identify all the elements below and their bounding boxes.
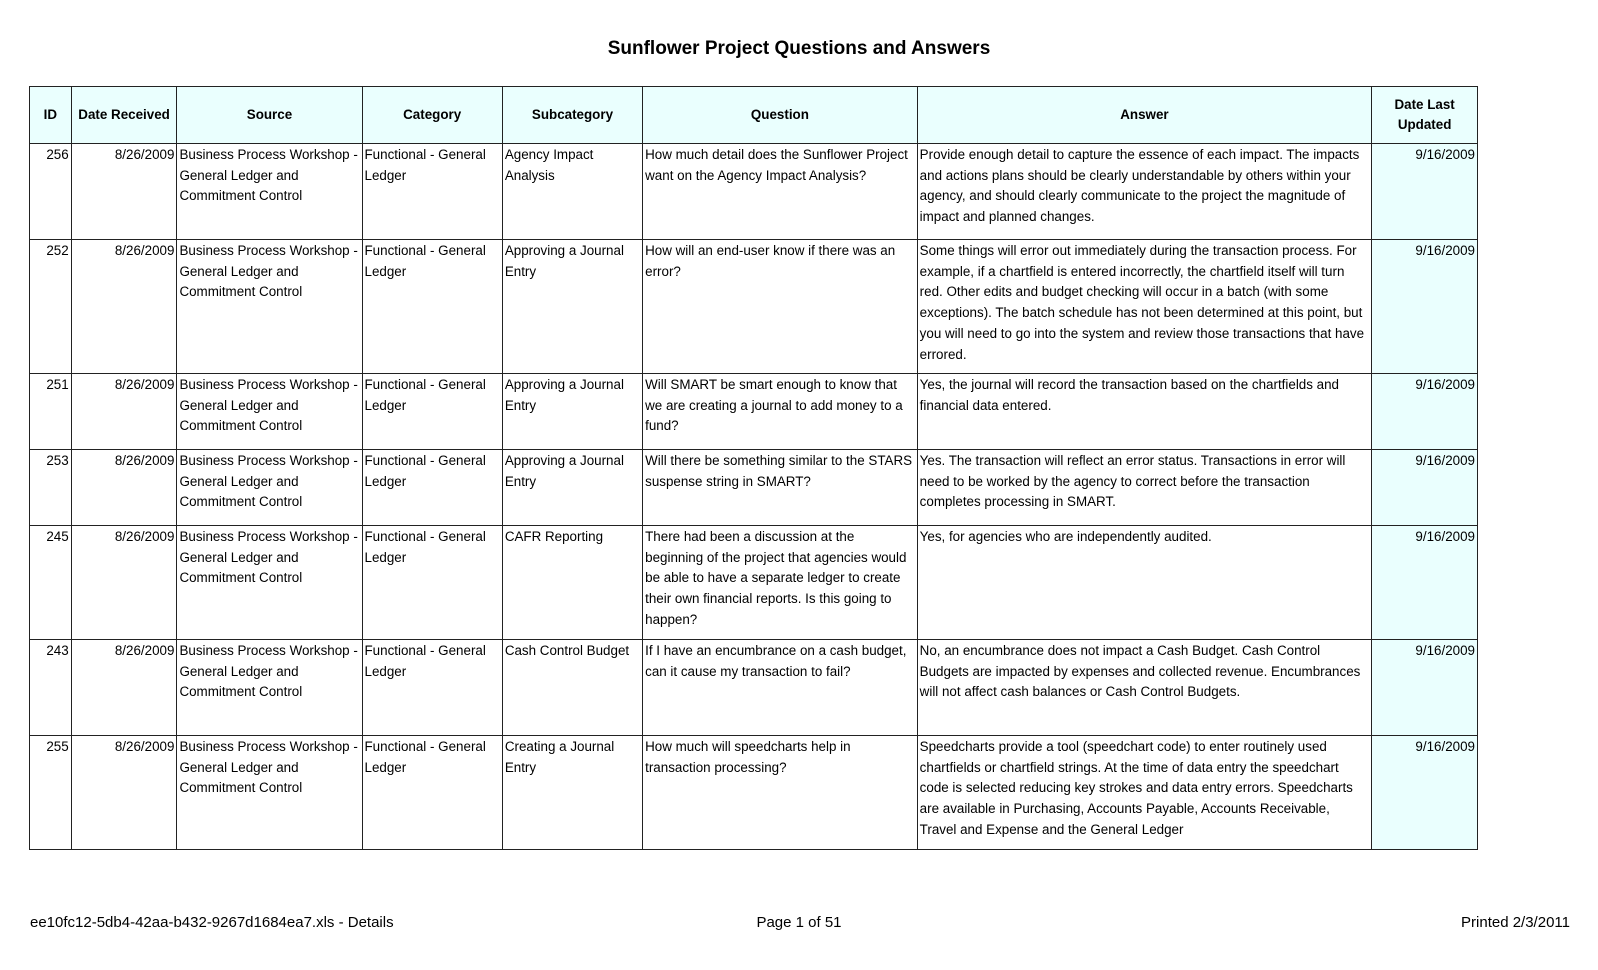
cell-answer: Provide enough detail to capture the essence of each impact. The impacts and actions plans should be clearly understandable by others within your agency, and should clearly communicate to the project the magnitude of impact and planned changes.: [917, 144, 1372, 240]
cell-source: Business Process Workshop - General Ledger and Commitment Control: [177, 374, 362, 450]
cell-id: 245: [30, 526, 72, 640]
cell-category: Functional - General Ledger: [362, 450, 502, 526]
cell-subcategory: Approving a Journal Entry: [502, 240, 642, 374]
cell-date-received: 8/26/2009: [71, 144, 177, 240]
column-header-category: Category: [362, 87, 502, 144]
cell-question: How much will speedcharts help in transaction processing?: [643, 736, 918, 850]
cell-date-last-updated: 9/16/2009: [1372, 374, 1478, 450]
cell-question: How will an end-user know if there was an error?: [643, 240, 918, 374]
page-title: Sunflower Project Questions and Answers: [607, 38, 991, 59]
table-row: [30, 450, 1478, 526]
cell-id: 251: [30, 374, 72, 450]
cell-source: Business Process Workshop - General Ledger and Commitment Control: [177, 450, 362, 526]
cell-answer: Yes, the journal will record the transaction based on the chartfields and financial data entered.: [917, 374, 1372, 450]
table-row: [30, 526, 1478, 640]
cell-source: Business Process Workshop - General Ledger and Commitment Control: [177, 240, 362, 374]
cell-answer: Yes. The transaction will reflect an error status. Transactions in error will need to be worked by the agency to correct before the transaction completes processing in SMART.: [917, 450, 1372, 526]
column-header-answer: Answer: [917, 87, 1372, 144]
cell-date-last-updated: 9/16/2009: [1372, 240, 1478, 374]
table-row: [30, 240, 1478, 374]
cell-source: Business Process Workshop - General Ledger and Commitment Control: [177, 640, 362, 736]
cell-answer: Some things will error out immediately during the transaction process. For example, if a chartfield is entered incorrectly, the chartfield itself will turn red. Other edits and budget checking will occur in a batch (with some exceptions). The batch schedule has not been determined at this point, but you will need to go into the system and review those transactions that have errored.: [917, 240, 1372, 374]
cell-subcategory: Approving a Journal Entry: [502, 450, 642, 526]
cell-date-last-updated: 9/16/2009: [1372, 736, 1478, 850]
footer-filename: ee10fc12-5db4-42aa-b432-9267d1684ea7.xls - Details: [30, 914, 394, 931]
column-header-source: Source: [177, 87, 362, 144]
cell-date-received: 8/26/2009: [71, 736, 177, 850]
table-row: [30, 144, 1478, 240]
cell-date-last-updated: 9/16/2009: [1372, 144, 1478, 240]
header-row: [30, 87, 1478, 144]
cell-source: Business Process Workshop - General Ledger and Commitment Control: [177, 144, 362, 240]
cell-date-last-updated: 9/16/2009: [1372, 526, 1478, 640]
cell-question: Will there be something similar to the STARS suspense string in SMART?: [643, 450, 918, 526]
cell-date-received: 8/26/2009: [71, 374, 177, 450]
table-row: [30, 736, 1478, 850]
cell-id: 255: [30, 736, 72, 850]
cell-date-received: 8/26/2009: [71, 450, 177, 526]
cell-source: Business Process Workshop - General Ledger and Commitment Control: [177, 526, 362, 640]
footer-page-number: Page 1 of 51: [756, 914, 842, 931]
cell-category: Functional - General Ledger: [362, 144, 502, 240]
table-row: [30, 640, 1478, 736]
cell-subcategory: Creating a Journal Entry: [502, 736, 642, 850]
column-header-date-last-updated: Date Last Updated: [1372, 87, 1478, 144]
cell-category: Functional - General Ledger: [362, 526, 502, 640]
cell-category: Functional - General Ledger: [362, 736, 502, 850]
cell-question: There had been a discussion at the beginning of the project that agencies would be able to have a separate ledger to create their own financial reports. Is this going to happen?: [643, 526, 918, 640]
cell-subcategory: Agency Impact Analysis: [502, 144, 642, 240]
cell-category: Functional - General Ledger: [362, 240, 502, 374]
qa-table: [29, 86, 1478, 850]
cell-category: Functional - General Ledger: [362, 640, 502, 736]
table-row: [30, 374, 1478, 450]
column-header-date-received: Date Received: [71, 87, 177, 144]
footer-printed-date: Printed 2/3/2011: [1461, 914, 1570, 931]
cell-answer: No, an encumbrance does not impact a Cash Budget. Cash Control Budgets are impacted by expenses and collected revenue. Encumbrances will not affect cash balances or Cash Control Budgets.: [917, 640, 1372, 736]
column-header-question: Question: [643, 87, 918, 144]
cell-id: 256: [30, 144, 72, 240]
cell-category: Functional - General Ledger: [362, 374, 502, 450]
cell-source: Business Process Workshop - General Ledger and Commitment Control: [177, 736, 362, 850]
cell-date-last-updated: 9/16/2009: [1372, 450, 1478, 526]
cell-date-received: 8/26/2009: [71, 240, 177, 374]
cell-date-last-updated: 9/16/2009: [1372, 640, 1478, 736]
cell-id: 253: [30, 450, 72, 526]
cell-date-received: 8/26/2009: [71, 640, 177, 736]
cell-answer: Yes, for agencies who are independently audited.: [917, 526, 1372, 640]
cell-id: 243: [30, 640, 72, 736]
cell-subcategory: Approving a Journal Entry: [502, 374, 642, 450]
cell-question: How much detail does the Sunflower Project want on the Agency Impact Analysis?: [643, 144, 918, 240]
column-header-id: ID: [30, 87, 72, 144]
cell-question: If I have an encumbrance on a cash budget, can it cause my transaction to fail?: [643, 640, 918, 736]
cell-date-received: 8/26/2009: [71, 526, 177, 640]
cell-answer: Speedcharts provide a tool (speedchart code) to enter routinely used chartfields or chartfield strings. At the time of data entry the speedchart code is selected reducing key strokes and data entry errors. Speedcharts are available in Purchasing, Accounts Payable, Accounts Receivable, Travel and Expense and the General Ledger: [917, 736, 1372, 850]
cell-subcategory: Cash Control Budget: [502, 640, 642, 736]
cell-question: Will SMART be smart enough to know that we are creating a journal to add money to a fund?: [643, 374, 918, 450]
cell-subcategory: CAFR Reporting: [502, 526, 642, 640]
column-header-subcategory: Subcategory: [502, 87, 642, 144]
cell-id: 252: [30, 240, 72, 374]
